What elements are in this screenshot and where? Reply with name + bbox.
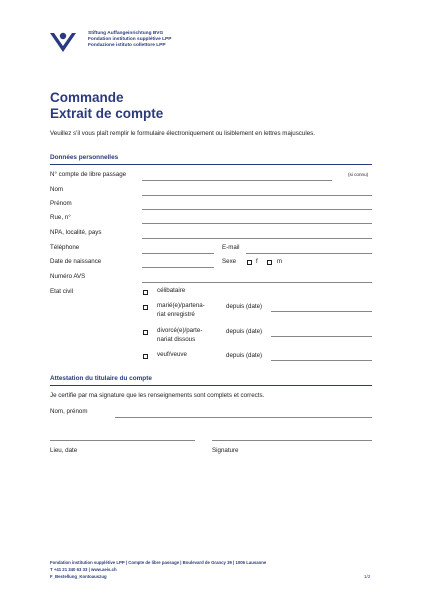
fullname-field[interactable] xyxy=(115,417,372,418)
phone-label: Téléphone xyxy=(50,244,80,251)
title-line-2: Extrait de compte xyxy=(50,106,164,121)
name-field[interactable] xyxy=(142,195,372,196)
avs-field[interactable] xyxy=(142,282,372,283)
title-line-1: Commande xyxy=(50,90,124,105)
email-label: E-mail xyxy=(222,244,240,251)
logo-text xyxy=(88,31,171,49)
civil-single-label xyxy=(157,286,185,295)
sex-m-checkbox[interactable] xyxy=(267,260,272,265)
civil-status-label: Etat civil xyxy=(50,288,74,295)
street-field[interactable] xyxy=(142,223,372,224)
avs-label: Numéro AVS xyxy=(50,273,86,280)
page-title xyxy=(50,90,163,122)
divorced-since-field[interactable] xyxy=(271,336,372,337)
logo-line-fr: Fondation institution supplétive LPP xyxy=(88,37,172,42)
account-note: (si connu) xyxy=(348,172,369,177)
place-date-field[interactable] xyxy=(50,440,195,441)
civil-married-text-2: riat enregistré xyxy=(157,311,195,318)
civil-married-checkbox[interactable] xyxy=(143,305,148,310)
footer-line-2: T +41 21 340 63 33 | www.aeis.ch xyxy=(50,567,117,572)
firstname-field[interactable] xyxy=(142,209,372,210)
widowed-since-field[interactable] xyxy=(271,360,372,361)
signature-label: Signature xyxy=(212,447,239,454)
footer-line-3: F_Bestellung_Kontoauszug xyxy=(50,574,107,579)
city-label: NPA, localité, pays xyxy=(50,229,102,236)
birthdate-label: Date de naissance xyxy=(50,258,102,265)
section-divider xyxy=(50,385,372,386)
civil-married-label xyxy=(157,301,205,319)
married-since-field[interactable] xyxy=(271,311,372,312)
phone-field[interactable] xyxy=(142,253,214,254)
logo-icon xyxy=(48,30,78,54)
street-label: Rue, n° xyxy=(50,214,71,221)
married-since-label: depuis (date) xyxy=(226,303,263,310)
intro-text: Veuillez s'il vous plaît remplir le formulaire électroniquement ou lisiblement en lettres majuscules. xyxy=(50,130,315,137)
firstname-label: Prénom xyxy=(50,200,72,207)
civil-divorced-checkbox[interactable] xyxy=(143,330,148,335)
widowed-since-label: depuis (date) xyxy=(226,352,263,359)
signature-field[interactable] xyxy=(212,440,372,441)
sex-label: Sexe xyxy=(222,258,237,265)
sex-f-label: f xyxy=(256,258,258,265)
section-attestation-heading: Attestation du titulaire du compte xyxy=(50,375,152,382)
logo-line-de: Stiftung Auffangeinrichtung BVG xyxy=(88,31,164,36)
page-number: 1/2 xyxy=(364,574,371,579)
divorced-since-label: depuis (date) xyxy=(226,328,263,335)
section-personal-heading: Données personnelles xyxy=(50,154,119,161)
birthdate-field[interactable] xyxy=(142,267,214,268)
civil-divorced-label xyxy=(157,326,202,344)
civil-single-checkbox[interactable] xyxy=(143,290,148,295)
footer-line-1: Fondation institution supplétive LPP | Compte de libre passage | Boulevard de Grancy 39 | 1006 Lausanne xyxy=(50,560,267,565)
fullname-label: Nom, prénom xyxy=(50,408,88,415)
civil-widowed-text: veuf/veuve xyxy=(157,351,187,358)
sex-m-label: m xyxy=(277,258,283,265)
civil-married-text-1: marié(e)/partena- xyxy=(157,302,205,309)
civil-widowed-label xyxy=(157,350,187,359)
civil-single-text: célibataire xyxy=(157,287,186,294)
email-field[interactable] xyxy=(246,253,372,254)
place-date-label: Lieu, date xyxy=(50,447,78,454)
civil-widowed-checkbox[interactable] xyxy=(143,354,148,359)
account-field[interactable] xyxy=(142,180,332,181)
attestation-text: Je certifie par ma signature que les renseignements sont complets et corrects. xyxy=(50,392,265,399)
name-label: Nom xyxy=(50,186,64,193)
city-field[interactable] xyxy=(142,238,372,239)
logo-line-it: Fondazione istituto collettore LPP xyxy=(88,43,166,48)
civil-divorced-text-1: divorcé(e)/parte- xyxy=(157,327,203,334)
civil-divorced-text-2: nariat dissous xyxy=(157,336,196,343)
section-divider xyxy=(50,164,372,165)
sex-f-checkbox[interactable] xyxy=(247,260,252,265)
account-label: N° compte de libre passage xyxy=(50,171,127,178)
